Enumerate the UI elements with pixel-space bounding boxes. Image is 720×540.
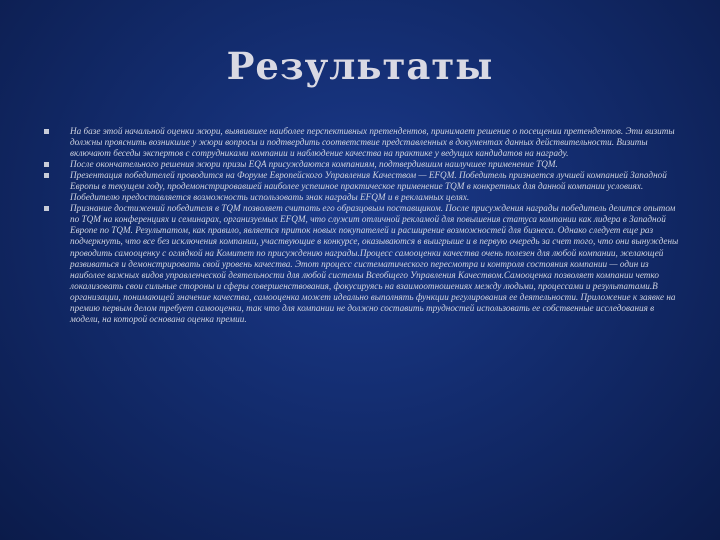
square-bullet-icon: [44, 206, 49, 211]
bullet-item: [44, 126, 684, 159]
bullet-text: Признание достижений победителя в TQM позволяет считать его образцовым поставщиком. После присуждения награды победитель делится опытом по TQM на конференциях и семинарах, организуемых EFQM, что служит отличной рекламой для повышения статуса компании как лидера в Западной Европе по TQM. Результатом, как правило, является приток новых покупателей и расширение возможностей для бизнеса. Однако следует еще раз подчеркнуть, что все без исключения компании, участвующие в конкурсе, оказываются в выигрыше и в первую очередь за счет того, что они вынуждены проводить самооценку с оглядкой на Комитет по присуждению награды.Процесс самооценки качества очень полезен для любой компании, желающей развиваться и демонстрировать свой уровень качества. Этот процесс систематического пересмотра и контроля состояния компании — один из наиболее важных видов управленческой деятельности для любой системы Всеобщего Управления Качеством.Самооценка позволяет компании четко локализовать свои сильные стороны и сферы совершенствования, фокусируясь на взаимоотношениях между людьми, процессами и результатами.В организации, понимающей значение качества, самооценка может идеально выполнять функции регулирования ее деятельности. Приложение к заявке на премию первым делом требует самооценки, так что для компании не должно составить трудностей использовать ее собственные исследования в модели, на которой основана оценка премии.: [70, 203, 679, 324]
bullet-text: После окончательного решения жюри призы EQA присуждаются компаниям, подтвердившим наилучшее применение TQM.: [70, 159, 558, 170]
bullet-list: [44, 126, 684, 325]
bullet-text: Презентация победителей проводится на Форуме Европейского Управления Качеством — EFQM. Победитель признается лучшей компанией Западной Европы в текущем году, продемонстрировавшей наиболее успешное практическое применение TQM в конкретных для данной компании условиях. Победителю предоставляется возможность использовать знак награды EFQM и в рекламных целях.: [70, 170, 667, 203]
square-bullet-icon: [44, 162, 49, 167]
square-bullet-icon: [44, 173, 49, 178]
bullet-item: [44, 159, 684, 170]
bullet-item: [44, 170, 684, 203]
slide-title: Результаты: [226, 44, 494, 88]
bullet-text: На базе этой начальной оценки жюри, выявившее наиболее перспективных претендентов, принимает решение о посещении претендентов. Эти визиты должны прояснить возникшие у жюри вопросы и подтвердить соответствие представленных в документах данных действительности. Визиты включают беседы экспертов с сотрудниками компании и наблюдение качества на практике у ведущих кандидатов на награду.: [70, 126, 675, 159]
bullet-item: [44, 203, 684, 325]
square-bullet-icon: [44, 129, 49, 134]
